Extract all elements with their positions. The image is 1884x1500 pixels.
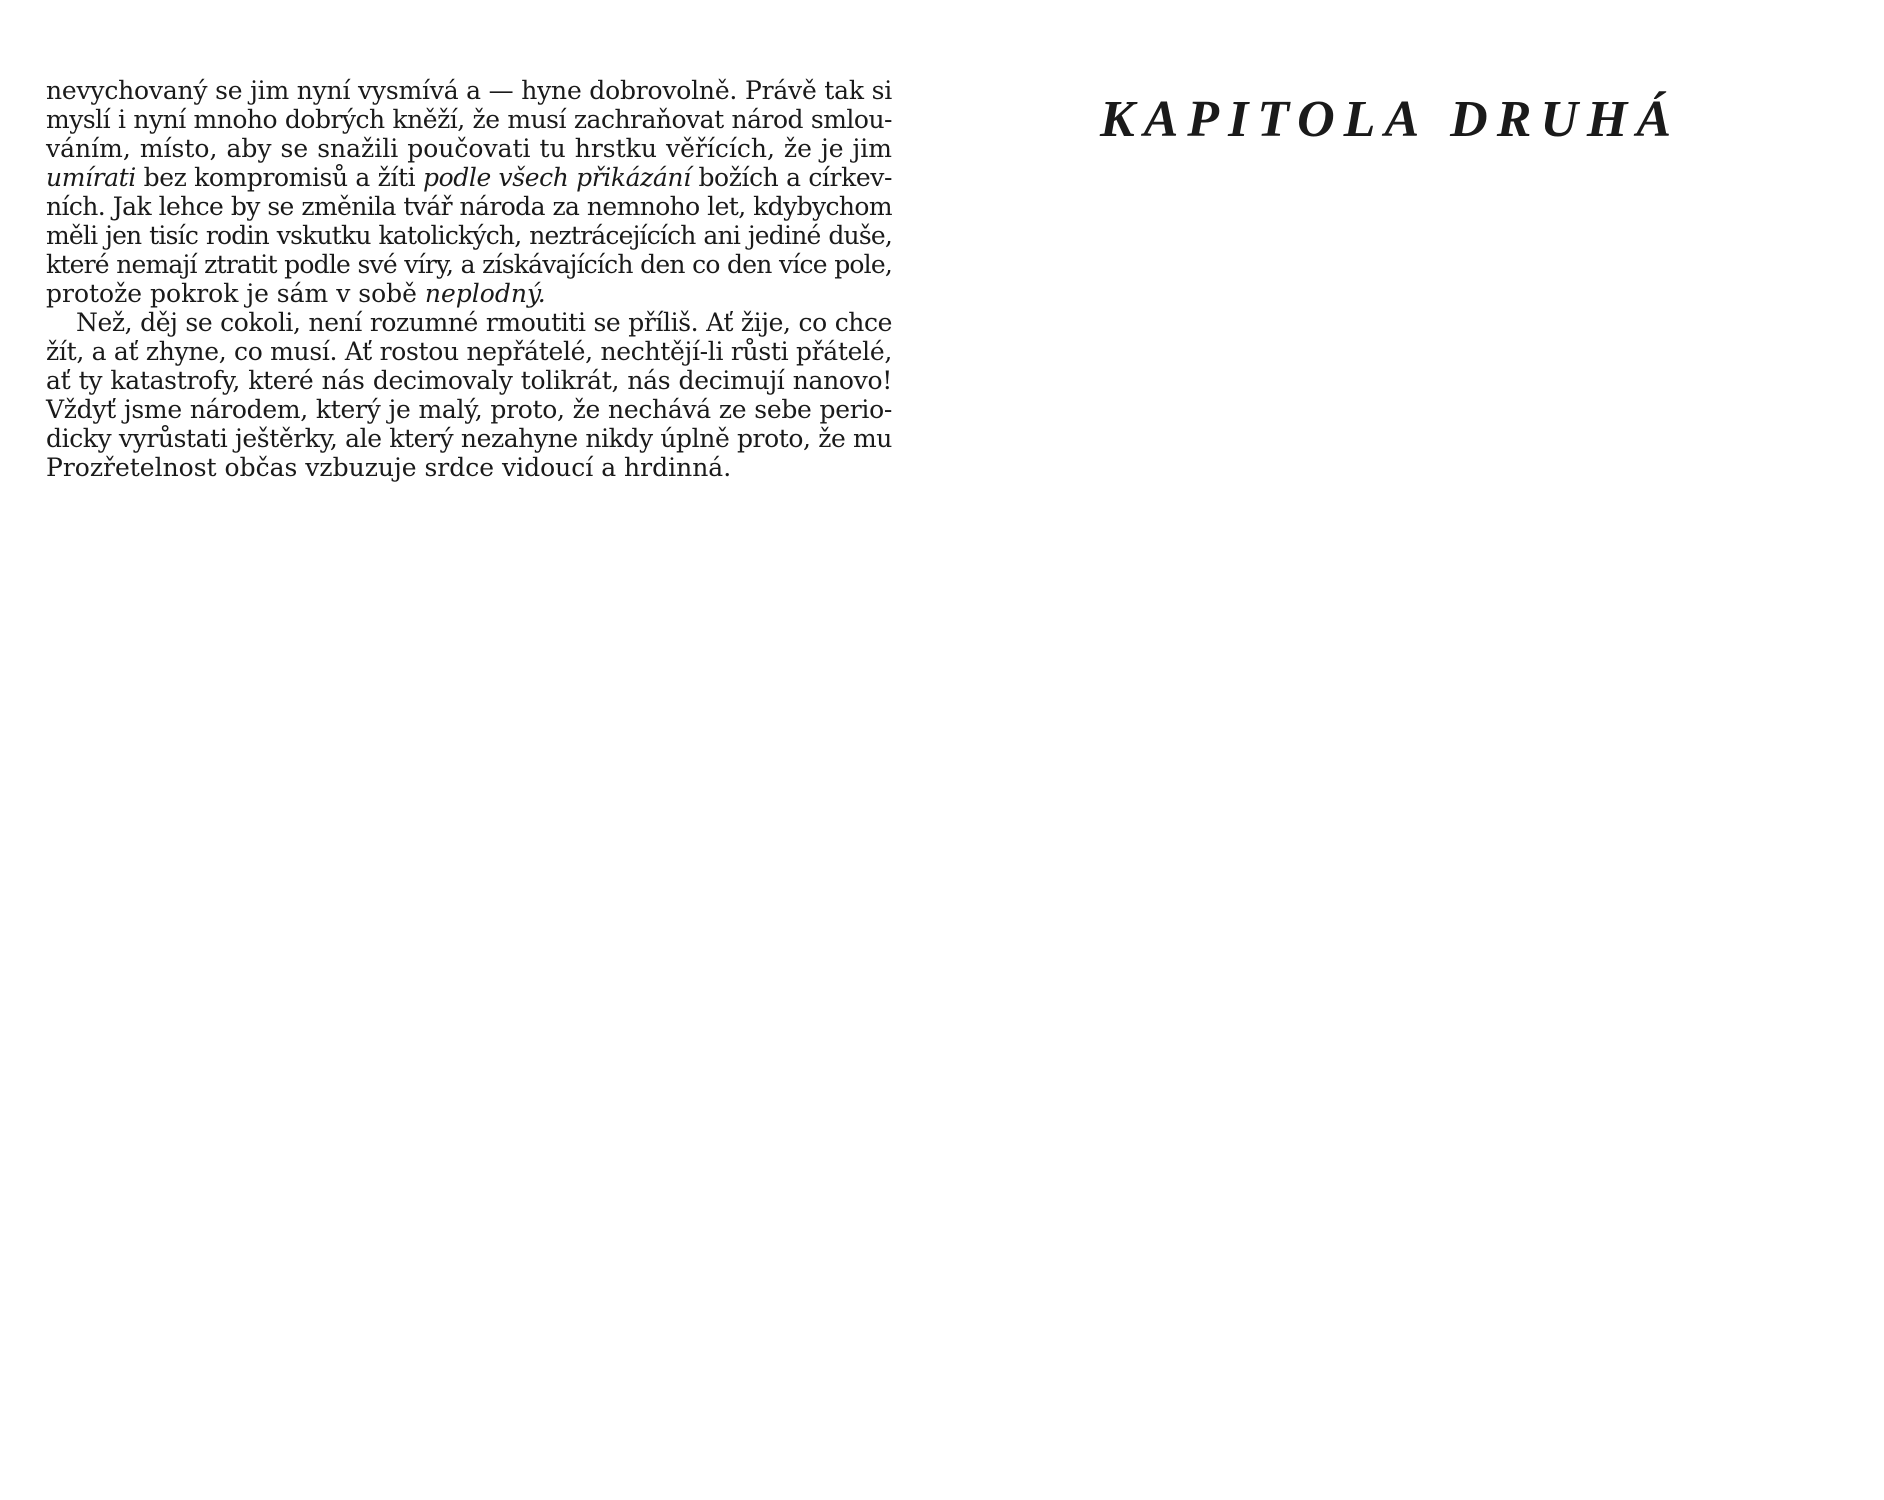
text-line [46, 279, 892, 308]
text-line [46, 163, 892, 192]
text-segment: které nemají ztratit podle své víry, a získávajících den co den více pole, [46, 250, 892, 279]
text-segment: Prozřetelnost občas vzbuzuje srdce vidoucí a hrdinná. [46, 453, 732, 482]
text-segment: protože pokrok je sám v sobě [46, 279, 425, 308]
italic-text: podle všech přikázání [422, 163, 691, 192]
text-line [46, 250, 892, 279]
paragraph [46, 308, 892, 482]
text-segment: ať ty katastrofy, které nás decimovaly tolikrát, nás decimují nanovo! [46, 366, 892, 395]
text-segment: bez kompromisů a žíti [135, 163, 423, 192]
chapter-title-word-2: DRUHÁ [1450, 91, 1681, 148]
text-segment: Než, děj se cokoli, není rozumné rmoutiti se příliš. Ať žije, co chce [76, 308, 892, 337]
text-line [46, 395, 892, 424]
body-text [46, 76, 892, 482]
text-line [46, 105, 892, 134]
text-segment: Vždyť jsme národem, který je malý, proto, že nechává ze sebe perio- [46, 395, 892, 424]
text-line [46, 76, 892, 105]
left-page [46, 76, 892, 1456]
text-line [46, 308, 892, 337]
chapter-title-word-1: KAPITOLA [1099, 91, 1429, 148]
text-segment: měli jen tisíc rodin vskutku katolických, neztrácejících ani jediné duše, [46, 221, 892, 250]
text-line [46, 366, 892, 395]
text-line [46, 424, 892, 453]
italic-text: umírati [46, 163, 136, 192]
text-segment: božích a církev- [690, 163, 892, 192]
text-segment: váním, místo, aby se snažili poučovati tu hrstku věřících, že je jim [46, 134, 892, 163]
text-line [46, 453, 892, 482]
text-line [46, 192, 892, 221]
text-segment: dicky vyrůstati ještěrky, ale který nezahyne nikdy úplně proto, že mu [46, 424, 892, 453]
text-segment: ních. Jak lehce by se změnila tvář národa za nemnoho let, kdybychom [46, 192, 892, 221]
italic-text: neplodný. [424, 279, 546, 308]
right-page [942, 76, 1838, 1456]
text-line [46, 337, 892, 366]
text-line [46, 221, 892, 250]
text-segment: nevychovaný se jim nyní vysmívá a — hyne dobrovolně. Právě tak si [46, 76, 892, 105]
paragraph [46, 76, 892, 308]
text-segment: myslí i nyní mnoho dobrých kněží, že musí zachraňovat národ smlou- [46, 105, 892, 134]
chapter-title [942, 88, 1838, 152]
text-line [46, 134, 892, 163]
text-segment: žít, a ať zhyne, co musí. Ať rostou nepřátelé, nechtějí-li růsti přátelé, [46, 337, 892, 366]
